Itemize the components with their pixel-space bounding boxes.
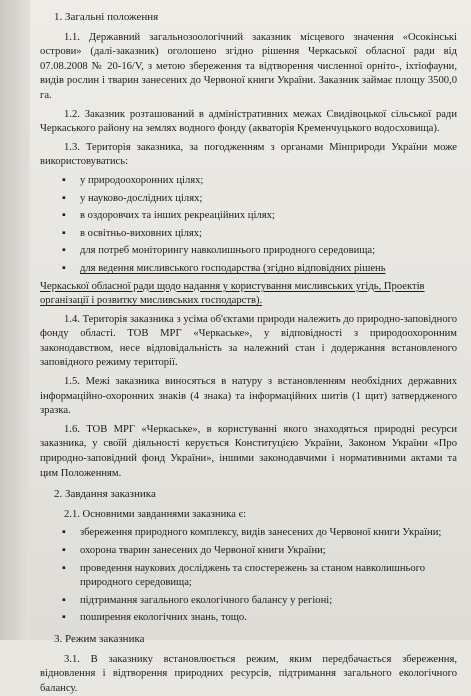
list-item: ▪ поширення екологічних знань, тощо. [62, 611, 457, 626]
list-continuation: Черкаської обласної ради щодо надання у користування мисливських угідь, Проектів організації і розвитку мисливських господарств). [40, 280, 425, 307]
list-item: ▪ охорона тварин занесених до Червоної книги України; [62, 544, 457, 559]
list-item: ▪ в оздоровчих та інших рекреаційних цілях; [62, 209, 457, 224]
bullet-icon: ▪ [62, 210, 66, 222]
list-item: ▪ у науково-дослідних цілях; [62, 192, 457, 207]
usage-list [62, 174, 457, 277]
bullet-icon: ▪ [62, 174, 66, 186]
paragraph-3-1: 3.1. В заказнику встановлюється режим, яким передбачається збереження, відновлення і відтворення природних ресурсів, підтримання загального екологічного балансу. [40, 653, 457, 694]
list-item: ▪ в освітньо-виховних цілях; [62, 227, 457, 242]
bullet-icon: ▪ [62, 545, 66, 556]
list-item: ▪ для потреб моніторингу навколишнього природного середовища; [62, 244, 457, 259]
paragraph-1-3: 1.3. Територія заказника, за погодженням з органами Мінприроди України може використовуватись: [40, 141, 457, 168]
bullet-icon: ▪ [62, 562, 66, 574]
bullet-icon: ▪ [62, 612, 66, 624]
section-3-heading: 3. Режим заказника [54, 632, 145, 645]
list-item: ▪ збереження природного комплексу, видів занесених до Червоної книги України; [62, 526, 457, 541]
paragraph-1-1: 1.1. Державний загальнозоологічний заказник місцевого значення «Осокінські острови» (далі-заказник) оголошено згідно рішення Черкаської обласної ради від 07.08.2008 № 20-16/V, з метою збереження та відтворення численної орніто-, іхтіофауни, видів рослин і тварин занесених до Червоної книги України. Заказник займає площу 3500,0 га. [40, 31, 457, 101]
tasks-list [62, 526, 457, 626]
list-item: ▪ у природоохоронних цілях; [62, 174, 457, 189]
bullet-icon: ▪ [62, 527, 66, 539]
section-2-heading: 2. Завдання заказника [54, 488, 156, 501]
paragraph-2-1: 2.1. Основними завданнями заказника є: [64, 508, 247, 520]
bullet-icon: ▪ [62, 245, 66, 257]
bullet-icon: ▪ [62, 192, 66, 204]
section-1-heading: 1. Загальні положення [54, 11, 159, 23]
paragraph-1-5: 1.5. Межі заказника виносяться в натуру з встановленням необхідних державних інформаційно-охоронних знаків (4 знака) та інформаційних шитів (1 щит) затвердженого зразка. [40, 376, 457, 417]
list-item: ▪ підтримання загального екологічного балансу у регіоні; [62, 594, 457, 609]
paragraph-1-4: 1.4. Територія заказника з усіма об'єктами природи належить до природно-заповідного фонду області. ТОВ МРГ «Черкаське», у відповідності з природоохоронним законодавством, несе відповідальність за належний стан і додержання встановленого заповідного режиму території. [40, 313, 457, 369]
underlined-text: для ведення мисливського господарства (згідно відповідних рішень [80, 262, 386, 274]
list-item: ▪ проведення наукових досліджень та спостережень за станом навколишнього природного середовища; [62, 562, 426, 589]
list-item [62, 262, 457, 277]
bullet-icon: ▪ [62, 594, 66, 606]
paragraph-1-6: 1.6. ТОВ МРГ «Черкаське», в користуванні якого знаходяться природні ресурси заказника, у своїй діяльності керується Конституцією України, Законом України «Про природно-заповідний фонд України», іншими законодавчими і нормативними актами та цим Положенням. [40, 423, 457, 479]
paragraph-1-2: 1.2. Заказник розташований в адміністративних межах Свидівоцької сільської ради Черкаського району на землях водного фонду (акваторія Кременчуцького водосховища). [40, 108, 457, 135]
bullet-icon: ▪ [62, 227, 66, 239]
bullet-icon: ▪ [62, 262, 66, 274]
